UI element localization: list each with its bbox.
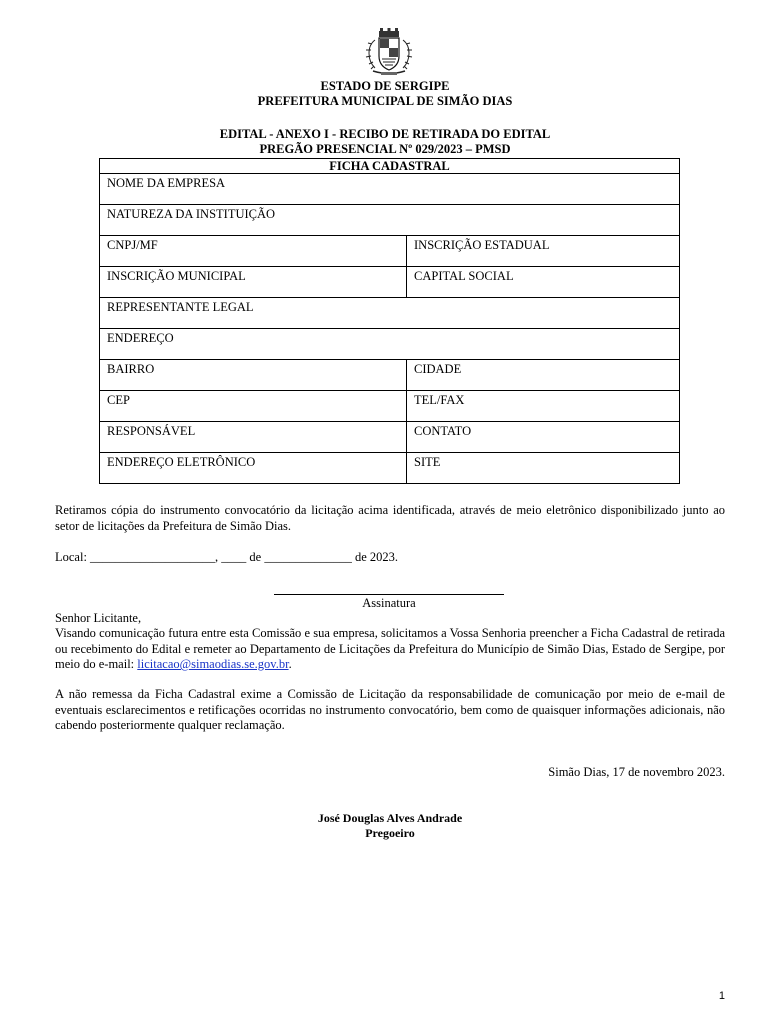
signer-role: Pregoeiro [365, 826, 415, 840]
signature-label: Assinatura [362, 596, 416, 610]
prefecture-heading: PREFEITURA MUNICIPAL DE SIMÃO DIAS [257, 94, 513, 108]
field-cidade: CIDADE [407, 360, 680, 391]
signer-name: José Douglas Alves Andrade [317, 811, 463, 825]
coat-of-arms-logo [361, 26, 417, 76]
field-representante-legal: REPRESENTANTE LEGAL [100, 298, 680, 329]
field-site: SITE [407, 453, 680, 484]
field-contato: CONTATO [407, 422, 680, 453]
field-capital-social: CAPITAL SOCIAL [407, 267, 680, 298]
field-inscricao-municipal: INSCRIÇÃO MUNICIPAL [100, 267, 407, 298]
field-cep: CEP [100, 391, 407, 422]
field-responsavel: RESPONSÁVEL [100, 422, 407, 453]
field-endereco: ENDEREÇO [100, 329, 680, 360]
field-tel-fax: TEL/FAX [407, 391, 680, 422]
signature-line [274, 594, 504, 595]
visando-paragraph [55, 626, 725, 673]
field-inscricao-estadual: INSCRIÇÃO ESTADUAL [407, 236, 680, 267]
state-heading: ESTADO DE SERGIPE [320, 79, 450, 93]
form-title: FICHA CADASTRAL [100, 159, 680, 174]
remessa-paragraph: A não remessa da Ficha Cadastral exime a Comissão de Licitação da responsabilidade de comunicação por meio de e-mail de eventuais esclarecimentos e retificações ocorridas no instrumento convocatório, bem como de quaisquer informações adicionais, não cabendo posteriormente qualquer reclamação. [55, 687, 725, 732]
field-natureza-instituicao: NATUREZA DA INSTITUIÇÃO [100, 205, 680, 236]
field-endereco-eletronico: ENDEREÇO ELETRÔNICO [100, 453, 407, 484]
edital-heading: EDITAL - ANEXO I - RECIBO DE RETIRADA DO EDITAL [219, 127, 551, 141]
retiramos-paragraph: Retiramos cópia do instrumento convocatório da licitação acima identificada, através de meio eletrônico disponibilizado junto ao setor de licitações da Prefeitura de Simão Dias. [55, 503, 725, 533]
email-link[interactable]: licitacao@simaodias.se.gov.br [137, 657, 289, 671]
field-cnpj: CNPJ/MF [100, 236, 407, 267]
local-date-line: Local: ____________________, ____ de ______________ de 2023. [55, 550, 399, 564]
field-nome-empresa: NOME DA EMPRESA [100, 174, 680, 205]
pregao-heading: PREGÃO PRESENCIAL Nº 029/2023 – PMSD [259, 142, 511, 156]
visando-end: . [288, 657, 292, 671]
visando-text: Visando comunicação futura entre esta Comissão e sua empresa, solicitamos a Vossa Senhoria preencher a Ficha Cadastral de retirada ou recebimento do Edital e remeter ao Departamento de Licitações da Prefeitura do Município de Simão Dias, Estado de Sergipe, por meio do e-mail: [55, 626, 725, 671]
page-number: 1 [718, 990, 725, 1002]
field-bairro: BAIRRO [100, 360, 407, 391]
salutation: Senhor Licitante, [55, 611, 142, 625]
ficha-cadastral-table [99, 158, 680, 484]
date-line: Simão Dias, 17 de novembro 2023. [548, 765, 725, 779]
